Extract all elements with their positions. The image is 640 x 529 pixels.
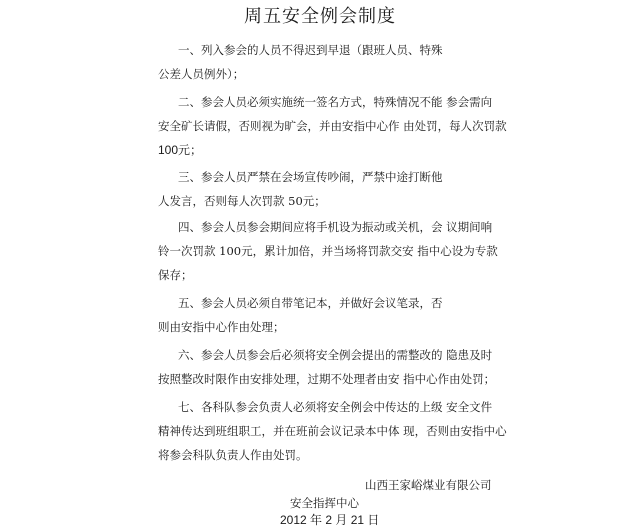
rule-2-line-2: 安全矿长请假，否则视为旷会，并由安指中心作 由处罚，每人次罚款 — [158, 119, 507, 133]
rule-2-line-1: 二、参会人员必须实施统一签名方式，特殊情况不能 参会需向 — [178, 95, 493, 109]
rule-7-line-1: 七、各科队参会负责人必须将安全例会中传达的上级 安全文件 — [178, 400, 493, 414]
rule-5-line-1: 五、参会人员必须自带笔记本，并做好会议笔录，否 — [178, 296, 443, 310]
rule-6-line-1: 六、参会人员参会后必须将安全例会提出的需整改的 隐患及时 — [178, 348, 493, 362]
department-name: 安全指挥中心 — [290, 496, 359, 510]
document-title: 周五安全例会制度 — [244, 6, 396, 27]
document-date: 2012 年 2 月 21 日 — [280, 513, 380, 527]
rule-7-line-3: 将参会科队负责人作由处罚。 — [158, 448, 308, 462]
rule-4-line-1: 四、参会人员参会期间应将手机设为振动或关机，会 议期间响 — [178, 220, 493, 234]
rule-7-line-2: 精神传达到班组职工，并在班前会议记录本中体 现，否则由安指中心 — [158, 424, 507, 438]
rule-4-line-3: 保存； — [158, 268, 193, 282]
rule-1-line-2: 公差人员例外）； — [158, 67, 245, 81]
rule-3-line-1: 三、参会人员严禁在会场宣传吵闹，严禁中途打断他 — [178, 170, 443, 184]
rule-6-line-2: 按照整改时限作由安排处理，过期不处理者由安 指中心作由处罚； — [158, 372, 496, 386]
rule-1-line-1: 一、列入参会的人员不得迟到早退（跟班人员、特殊 — [178, 43, 443, 57]
company-name: 山西王家峪煤业有限公司 — [365, 478, 492, 492]
rule-5-line-2: 则由安指中心作由处理； — [158, 320, 285, 334]
rule-3-line-2: 人发言，否则每人次罚款 50元； — [158, 194, 326, 208]
rule-4-line-2: 铃一次罚款 100元，累计加倍，并当场将罚款交安 指中心设为专款 — [158, 244, 498, 258]
rule-2-line-3: 100元； — [158, 143, 203, 157]
